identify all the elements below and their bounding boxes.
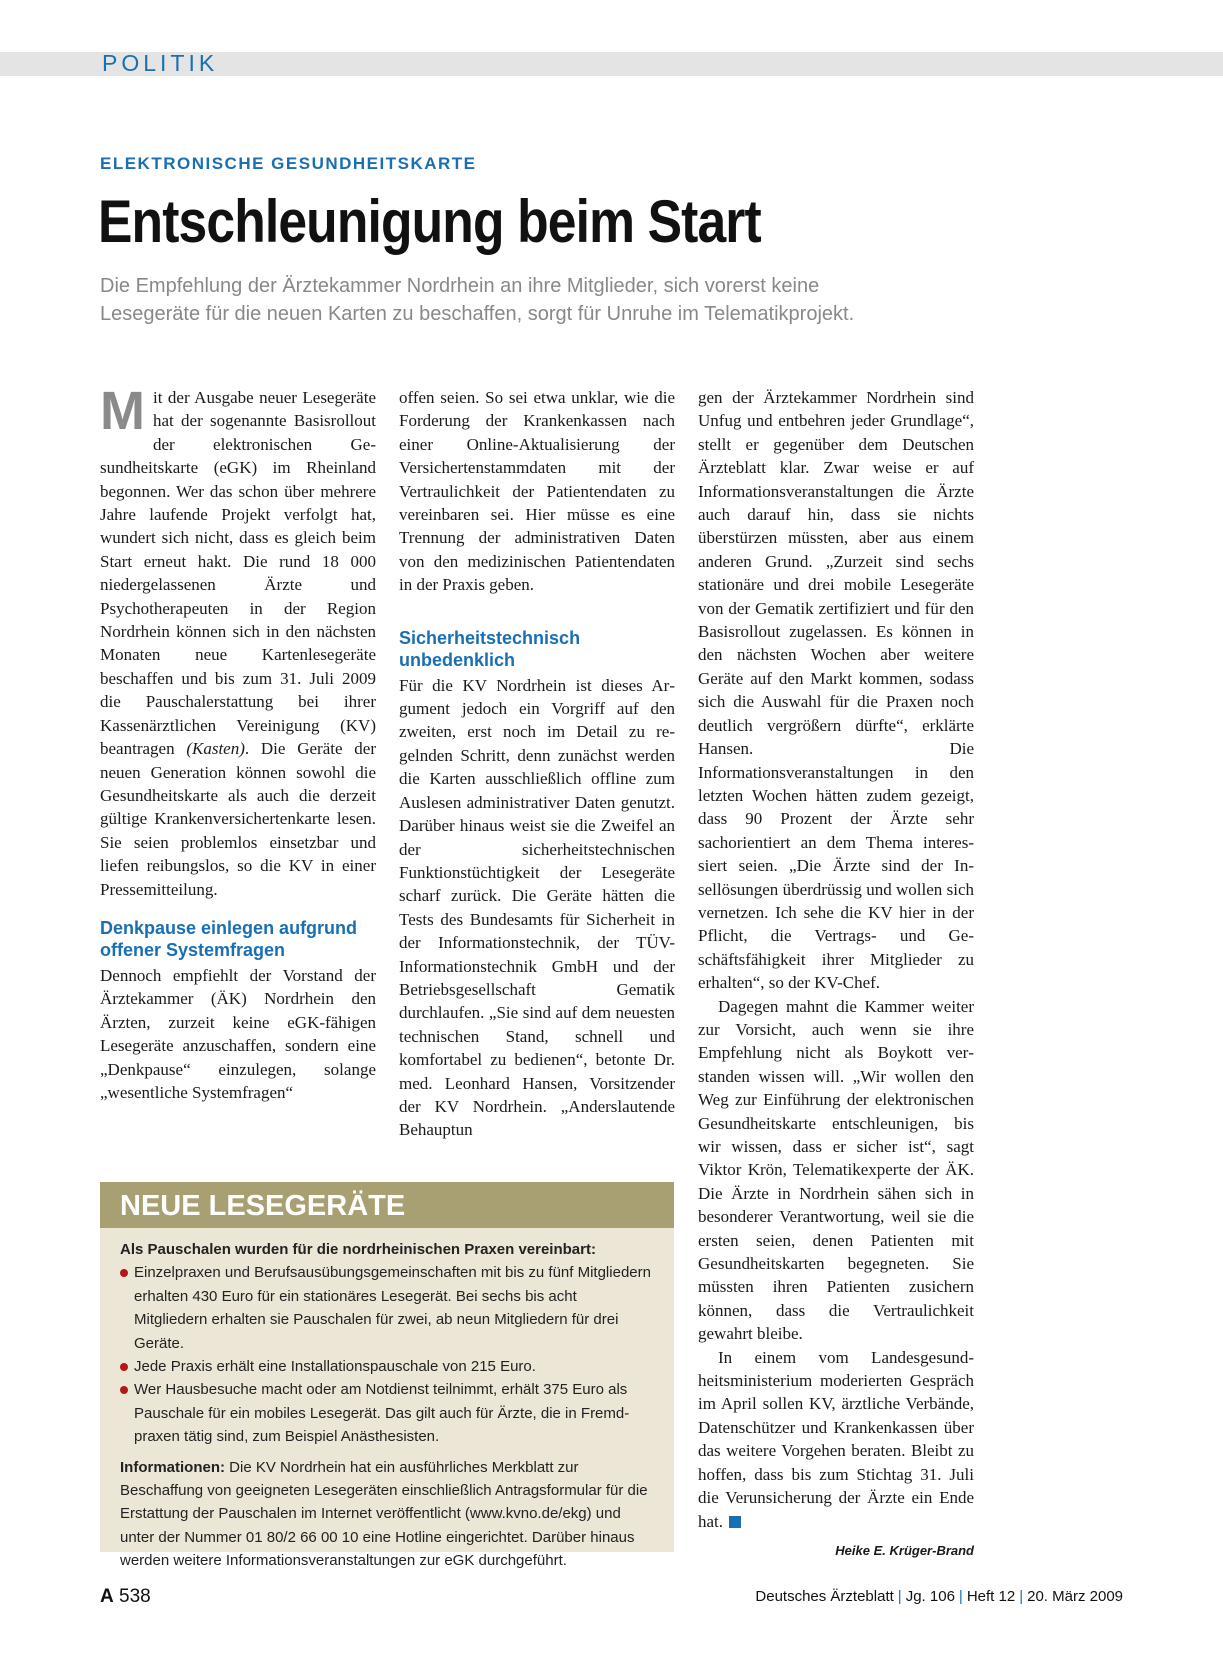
- author-byline: Heike E. Krüger-Brand: [835, 1542, 974, 1558]
- subheading: Sicherheitstechnisch unbedenklich: [399, 627, 581, 670]
- page-number: [100, 1586, 151, 1608]
- info-box-list: [120, 1261, 654, 1448]
- page-prefix: A: [100, 1586, 114, 1607]
- article-column-2: [399, 386, 675, 1142]
- paragraph: offen seien. So sei etwa unklar, wie die Forderung der Krankenkassen nach einer Online-Aktualisierung der Versichertenstammdaten mit der Vertraulichkeit der Patientendaten zu vereinbaren sei. Hier müsse es eine Trennung der administrativen Daten von den medizinischen Patientendaten in der Praxis geben.: [399, 388, 675, 595]
- list-item-text: Jede Praxis erhält eine Installationspauschale von 215 Euro.: [134, 1358, 536, 1376]
- section-label: POLITIK: [102, 50, 219, 76]
- separator: |: [1019, 1588, 1024, 1605]
- paragraph: Dennoch empfiehlt der Vorstand der Ärztekammer (ÄK) Nordrhein den Ärzten, zurzeit keine eGK-fähigen Lesegeräte anzuschaffen, sondern eine „Denkpause“ einzulegen, solange „wesentliche Systemfragen“: [100, 965, 376, 1102]
- bullet-icon: [120, 1269, 128, 1277]
- paragraph-text: . Die Geräte der neuen Generation können sowohl die Gesundheitskarte als auch die derzeit gültige Krankenversichertenkarte lesen. Sie seien problemlos einsetzbar und liefen reibungslos, so die KV in einer Pressemitteilung.: [100, 739, 376, 899]
- journal-footer: [755, 1588, 1123, 1605]
- info-box: [100, 1182, 674, 1570]
- info-text: Die KV Nordrhein hat ein ausführliches Merkblatt zur Beschaffung von geeigneten Lesegeräten einschließlich Antragsformular für die Erstattung der Pauschalen im Internet veröffentlicht (www.kvno.de/ekg) und unter der Nummer 01 80/2 66 00 10 eine Hotline eingerichtet. Darüber hinaus werden weitere Informationsveranstaltungen zur eGK durchgeführt.: [120, 1458, 648, 1570]
- separator: |: [897, 1588, 902, 1605]
- article-column-1: [100, 381, 376, 1104]
- article-kicker: ELEKTRONISCHE GESUNDHEITSKARTE: [100, 154, 477, 173]
- list-item: [120, 1261, 654, 1355]
- article-column-3: [698, 386, 974, 1562]
- page-number-value: 538: [119, 1586, 151, 1607]
- box-reference: (Kasten): [186, 739, 245, 759]
- info-box-title: NEUE LESEGERÄTE: [100, 1182, 674, 1228]
- list-item: [120, 1378, 654, 1448]
- paragraph: gen der Ärztekammer Nordrhein sind Unfug und entbehren jeder Grundlage“, stellt er gegenüber dem Deutschen Ärzteblatt klar. Zwar weise er auf Informationsveranstaltungen die Ärzte auch darauf hin, dass sie nichts überstürzen müssten, aber aus einem anderen Grund. „Zurzeit sind sechs stationäre und drei mobile Lesegeräte von der Gematik zertifiziert und für den Basisrollout zugelassen. Es können in den nächsten Wochen aber weitere Geräte auf den Markt kommen, sodass sich die Auswahl für die Praxen noch deutlich vergrößern dürfte“, erklärte Hansen. Die Informationsveranstaltungen in den letzten Wochen hätten zudem gezeigt, dass 90 Prozent der Ärzte sehr sachorientiert an dem Thema interessiert seien. „Die Ärzte sind der Insellösungen überdrüssig und wollen sich vernetzen. Ich sehe die KV hier in der Pflicht, die Vertrags- und Geschäftsfähigkeit ihrer Mitglieder zu erhalten“, so der KV-Chef.: [698, 388, 974, 993]
- paragraph: Für die KV Nordrhein ist dieses Argument jedoch ein Vorgriff auf den zweiten, erst noch im Detail zu regelnden Schritt, denn zunächst werden die Karten ausschließlich offline zum Auslesen administrativer Daten genutzt. Darüber hinaus weist sie die Zweifel an der sicherheitstechnischen Funktionstüchtigkeit der Lesegeräte scharf zurück. Die Geräte hätten die Tests des Bundesamts für Sicherheit in der Informationstechnik, der TÜV-Informationstechnik GmbH und der Betriebsgesellschaft Gematik durchlaufen. „Sie sind auf dem neuesten technischen Stand, schnell und komfortabel zu bedienen“, betonte Dr. med. Leonhard Hansen, Vorsitzender der KV Nordrhein. „Anderslautende Behauptun: [399, 675, 675, 1140]
- lead-line: Die Empfehlung der Ärztekammer Nordrhein an ihre Mitglieder, sich vorerst keine: [100, 275, 820, 297]
- separator: |: [958, 1588, 963, 1605]
- info-box-information: [120, 1456, 654, 1573]
- article-headline: Entschleunigung beim Start: [98, 188, 761, 255]
- list-item-text: Einzelpraxen und Berufsausübungsgemeinschaften mit bis zu fünf Mitgliedern erhalten 430 Euro für ein stationäres Lesegerät. Bei sechs bis acht Mitgliedern erhalten sie Pauschalen für zwei, ab neun Mitgliedern für drei Geräte.: [134, 1264, 651, 1352]
- article-lead: [100, 272, 980, 328]
- info-label: Informationen:: [120, 1458, 225, 1476]
- subheading: Denkpause einlegen aufgrund offener Systemfragen: [100, 917, 358, 960]
- journal-issue: Heft 12: [966, 1588, 1016, 1605]
- paragraph: Dagegen mahnt die Kammer weiter zur Vorsicht, auch wenn sie ihre Empfehlung nicht als Boykott verstanden wissen will. „Wir wollen den Weg zur Einführung der elektronischen Gesundheitskarte entschleunigen, bis wir wissen, dass er sicher ist“, sagt Viktor Krön, Telematikexperte der ÄK. Die Ärzte in Nordrhein sähen sich in besonderer Verantwortung, weil sie die ersten seien, denen Patienten mit Gesundheitskarten begegneten. Sie müssten ihren Patienten zusichern können, dass die Vertraulichkeit gewahrt bleibe.: [698, 996, 974, 1344]
- drop-cap: M: [100, 381, 145, 441]
- journal-volume: Jg. 106: [905, 1588, 955, 1605]
- info-box-body: [100, 1228, 674, 1573]
- info-box-intro: Als Pauschalen wurden für die nordrheinischen Praxen vereinbart:: [120, 1241, 596, 1258]
- end-mark-icon: [729, 1516, 741, 1528]
- journal-name: Deutsches Ärzteblatt: [755, 1588, 894, 1605]
- paragraph-text: In einem vom Landesgesundheitsministerium moderierten Gespräch im April sollen KV, ärztliche Verbände, Datenschützer und Krankenkassen über das weitere Vorgehen beraten. Bleibt zu hoffen, dass bis zum Stichtag 31. Juli die Verunsicherung der Ärzte ein Ende hat.: [698, 1347, 974, 1531]
- lead-line: Lesegeräte für die neuen Karten zu beschaffen, sorgt für Unruhe im Telematikprojekt.: [100, 303, 855, 325]
- bullet-icon: [120, 1363, 128, 1371]
- paragraph: [698, 1346, 974, 1533]
- list-item-text: Wer Hausbesuche macht oder am Notdienst teilnimmt, erhält 375 Euro als Pauschale für ein mobiles Lesegerät. Das gilt auch für Ärzte, die in Fremdpraxen tätig sind, zum Beispiel Anästhesisten.: [134, 1381, 630, 1446]
- paragraph-text: it der Ausgabe neuer Lesegeräte hat der sogenannte Basisrollout der elektronischen Gesundheitskarte (eGK) im Rheinland begonnen. Wer das schon über mehrere Jahre laufende Projekt verfolgt hat, wundert sich nicht, dass es gleich beim Start erneut hakt. Die rund 18 000 niedergelassenen Ärzte und Psychotherapeuten in der Region Nordrhein können sich in den nächsten Monaten neue Kartenlesegeräte beschaffen und bis zum 31. Juli 2009 die Pauschalerstattung bei ihrer Kassenärztlichen Vereinigung (KV) beantragen: [100, 388, 376, 759]
- list-item: [120, 1355, 654, 1378]
- paragraph: [100, 381, 376, 901]
- bullet-icon: [120, 1386, 128, 1394]
- journal-date: 20. März 2009: [1027, 1588, 1123, 1605]
